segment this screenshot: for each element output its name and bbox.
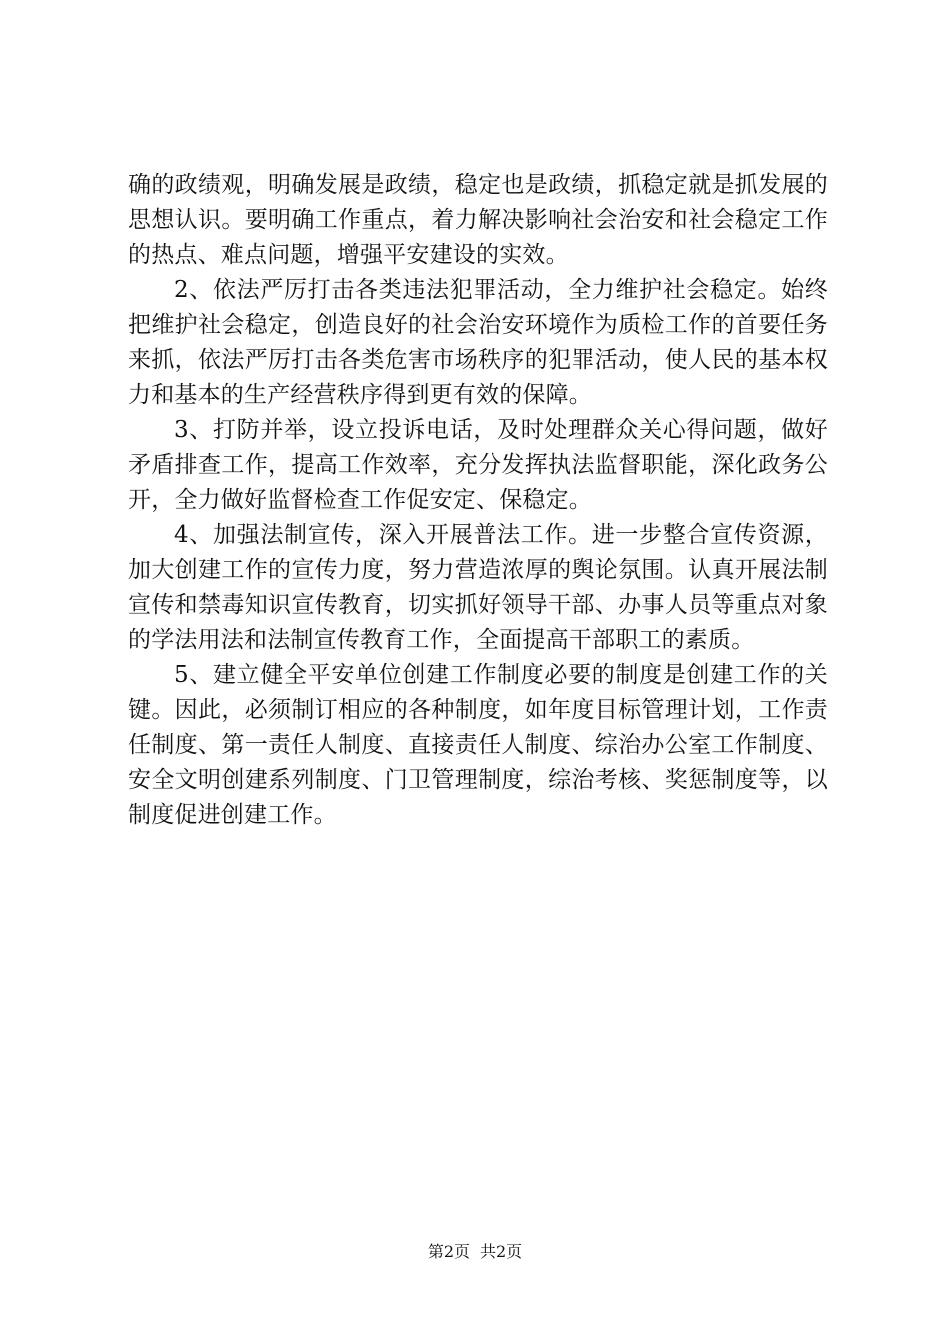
document-body [128, 168, 828, 833]
paragraph-item-2: 2、依法严厉打击各类违法犯罪活动，全力维护社会稳定。始终把维护社会稳定，创造良好的社会治安环境作为质检工作的首要任务来抓，依法严厉打击各类危害市场秩序的犯罪活动，使人民的基本权力和基本的生产经营秩序得到更有效的保障。 [128, 277, 828, 408]
page-total: 共2页 [480, 1242, 523, 1261]
paragraph-item-5: 5、建立健全平安单位创建工作制度必要的制度是创建工作的关键。因此，必须制订相应的各种制度，如年度目标管理计划，工作责任制度、第一责任人制度、直接责任人制度、综治办公室工作制度、安全文明创建系列制度、门卫管理制度，综治考核、奖惩制度等，以制度促进创建工作。 [128, 662, 828, 828]
paragraph-item-3: 3、打防并举，设立投诉电话，及时处理群众关心得问题，做好矛盾排查工作，提高工作效率，充分发挥执法监督职能，深化政务公开，全力做好监督检查工作促安定、保稳定。 [128, 417, 828, 513]
page-footer [0, 1242, 950, 1262]
paragraph-item-4: 4、加强法制宣传，深入开展普法工作。进一步整合宣传资源，加大创建工作的宣传力度，努力营造浓厚的舆论氛围。认真开展法制宣传和禁毒知识宣传教育，切实抓好领导干部、办事人员等重点对象的学法用法和法制宣传教育工作，全面提高干部职工的素质。 [128, 522, 828, 653]
page-number: 第2页 [427, 1242, 470, 1261]
paragraph-continuation: 确的政绩观，明确发展是政绩，稳定也是政绩，抓稳定就是抓发展的思想认识。要明确工作重点，着力解决影响社会治安和社会稳定工作的热点、难点问题，增强平安建设的实效。 [128, 172, 828, 268]
